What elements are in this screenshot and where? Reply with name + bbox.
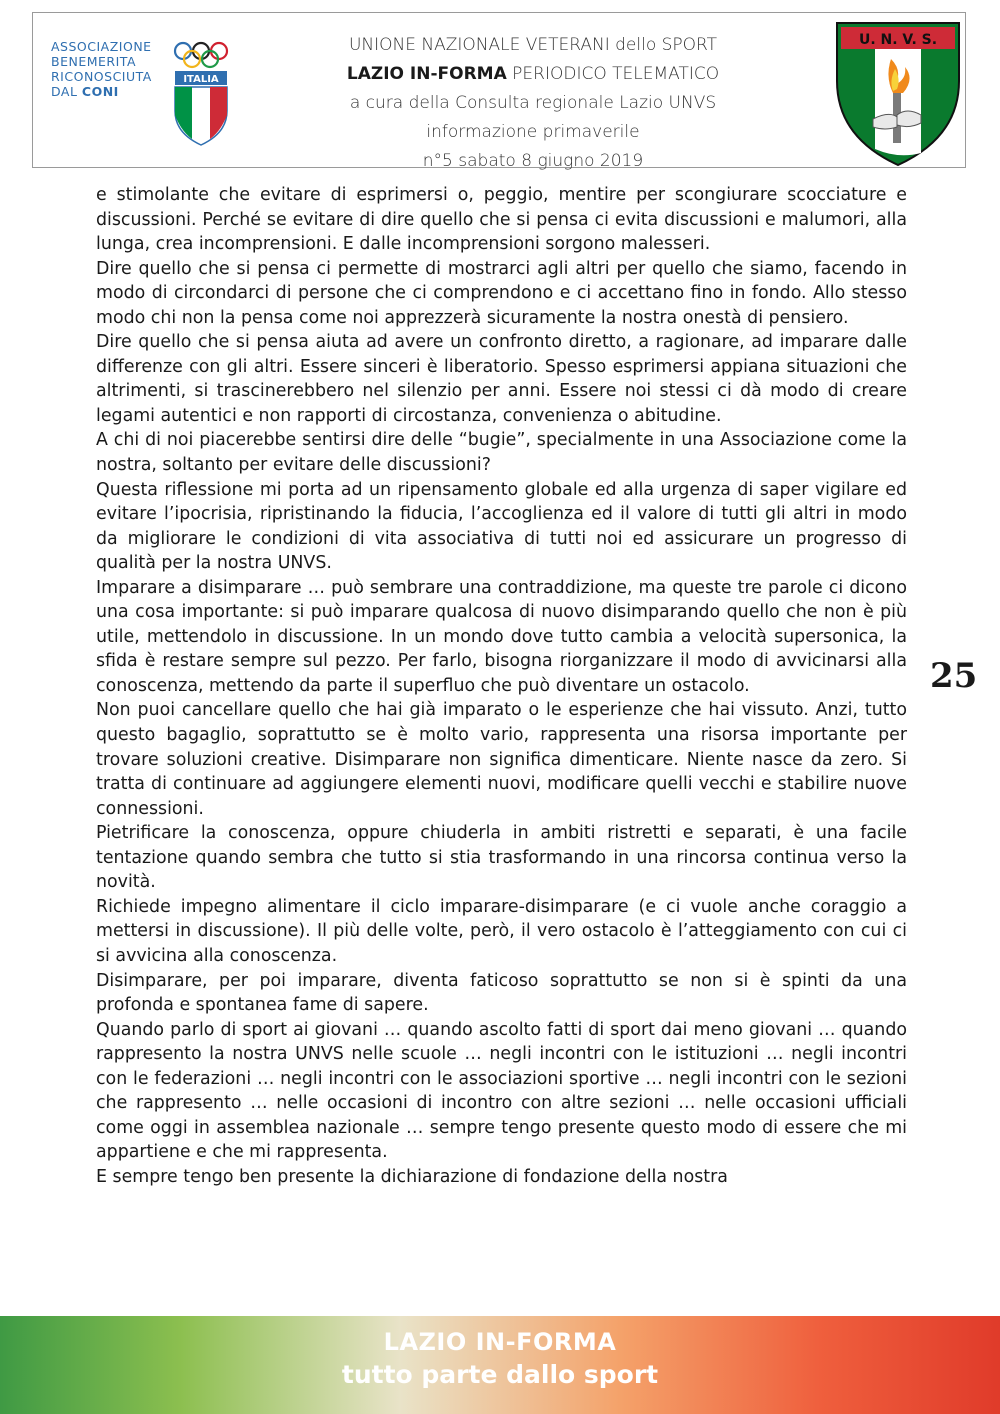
coni-line-2: BENEMERITA bbox=[51, 54, 136, 69]
coni-line-3: RICONOSCIUTA bbox=[51, 69, 152, 84]
paragraph: Dire quello che si pensa aiuta ad avere un confronto diretto, a ragionare, ad imparare dalle differenze con gli altri. Essere sinceri è liberatorio. Spesso esprimersi appiana situazioni che altrimenti, si trascinerebbero nel silenzio per anni. Essere noi stessi ci dà modo di creare legami autentici e non rapporti di circostanza, convenienza o abitudine. bbox=[96, 332, 907, 426]
footer-title: LAZIO IN-FORMA bbox=[383, 1328, 617, 1356]
coni-line-4-prefix: DAL bbox=[51, 84, 82, 99]
header-line-5: n°5 sabato 8 giugno 2019 bbox=[422, 151, 644, 171]
paragraph: e stimolante che evitare di esprimersi o, peggio, mentire per scongiurare scocciature e discussioni. Perché se evitare di dire quello che si pensa ci evita discussioni e malumori, alla lunga, crea incomprensioni. E dalle incomprensioni sorgono malesseri. bbox=[96, 185, 907, 255]
paragraph: Non puoi cancellare quello che hai già imparato o le esperienze che hai vissuto. Anzi, tutto questo bagaglio, soprattutto se è molto vario, rappresenta una risorsa importante per trovare soluzioni creative. Disimparare non significa dimenticare. Niente nasce da zero. Si tratta di continuare ad aggiungere elementi nuovi, modificare quelli vecchi e stabilire nuove connessioni. bbox=[96, 700, 907, 819]
header bbox=[32, 12, 966, 171]
paragraph: Richiede impegno alimentare il ciclo imparare-disimparare (e ci vuole anche coraggio a mettersi in discussione). Il più delle volte, però, il vero ostacolo è l’atteggiamento con cui ci si avvicina alla conoscenza. bbox=[96, 896, 907, 966]
unvs-shield-logo bbox=[833, 19, 963, 169]
header-line-2-rest: PERIODICO TELEMATICO bbox=[506, 64, 720, 84]
coni-line-4 bbox=[51, 84, 181, 99]
coni-line-4-bold: CONI bbox=[81, 84, 119, 99]
header-line-2-bold: LAZIO IN-FORMA bbox=[346, 64, 507, 84]
italia-badge-text: ITALIA bbox=[183, 74, 219, 85]
paragraph: Disimparare, per poi imparare, diventa faticoso soprattutto se non si è spinti da una profonda e spontanea fame di sapere. bbox=[96, 970, 907, 1016]
paragraph: A chi di noi piacerebbe sentirsi dire delle “bugie”, specialmente in una Associazione come la nostra, soltanto per evitare delle discussioni? bbox=[96, 430, 907, 476]
paragraph: Dire quello che si pensa ci permette di mostrarci agli altri per quello che siamo, facendo in modo di circondarci di persone che ci comprendono e ci accettano fino in fondo. Allo stesso modo chi non la pensa come noi apprezzerà sicuramente la nostra onestà di pensiero. bbox=[96, 258, 907, 328]
header-line-2 bbox=[273, 60, 793, 89]
page-number: 25 bbox=[930, 656, 978, 696]
coni-association-logo bbox=[41, 39, 261, 159]
paragraph: Questa riflessione mi porta ad un ripensamento globale ed alla urgenza di saper vigilare ed evitare l’ipocrisia, ripristinando la fiducia, l’accoglienza ed il valore di tutti gli altri in modo da migliorare le condizioni di vita associativa di tutti noi ed assicurare un progresso di qualità per la nostra UNVS. bbox=[96, 479, 907, 574]
olympic-rings-shield-icon bbox=[169, 41, 259, 151]
paragraph: Pietrificare la conoscenza, oppure chiuderla in ambiti ristretti e separati, è una facile tentazione quando sembra che tutto si stia trasformando in una rincorsa continua verso la novità. bbox=[96, 823, 907, 893]
header-line-1: UNIONE NAZIONALE VETERANI dello SPORT bbox=[348, 35, 718, 55]
header-line-3: a cura della Consulta regionale Lazio UNVS bbox=[349, 93, 717, 113]
footer-subtitle: tutto parte dallo sport bbox=[341, 1360, 659, 1389]
header-line-4: informazione primaverile bbox=[426, 122, 640, 142]
unvs-logo-text: U. N. V. S. bbox=[858, 32, 938, 48]
paragraph: Imparare a disimparare … può sembrare una contraddizione, ma queste tre parole ci dicono una cosa importante: si può imparare qualcosa di nuovo disimparando quello che non è più utile, mettendolo in discussione. In un mondo dove tutto cambia a velocità supersonica, la sfida è restare sempre sul pezzo. Per farlo, bisogna riorganizzare il modo di avvicinarsi alla conoscenza, mettendo da parte il superfluo che può diventare un ostacolo. bbox=[96, 577, 907, 696]
article-body bbox=[96, 183, 907, 1189]
coni-line-1: ASSOCIAZIONE bbox=[51, 39, 152, 54]
footer-banner bbox=[0, 1316, 1000, 1414]
header-text bbox=[273, 31, 793, 176]
paragraph: E sempre tengo ben presente la dichiarazione di fondazione della nostra bbox=[96, 1166, 728, 1187]
paragraph: Quando parlo di sport ai giovani … quando ascolto fatti di sport dai meno giovani … quando rappresento la nostra UNVS nelle scuole … negli incontri con le istituzioni … negli incontri con le federazioni … negli incontri con le associazioni sportive … negli incontri con le sezioni che rappresento … nelle occasioni di incontro con altre sezioni … nelle occasioni ufficiali come oggi in assemblea nazionale … sempre tengo presente questo modo di essere che mi appartiene e che mi rappresenta. bbox=[96, 1019, 907, 1163]
coni-logo-text bbox=[51, 39, 181, 99]
